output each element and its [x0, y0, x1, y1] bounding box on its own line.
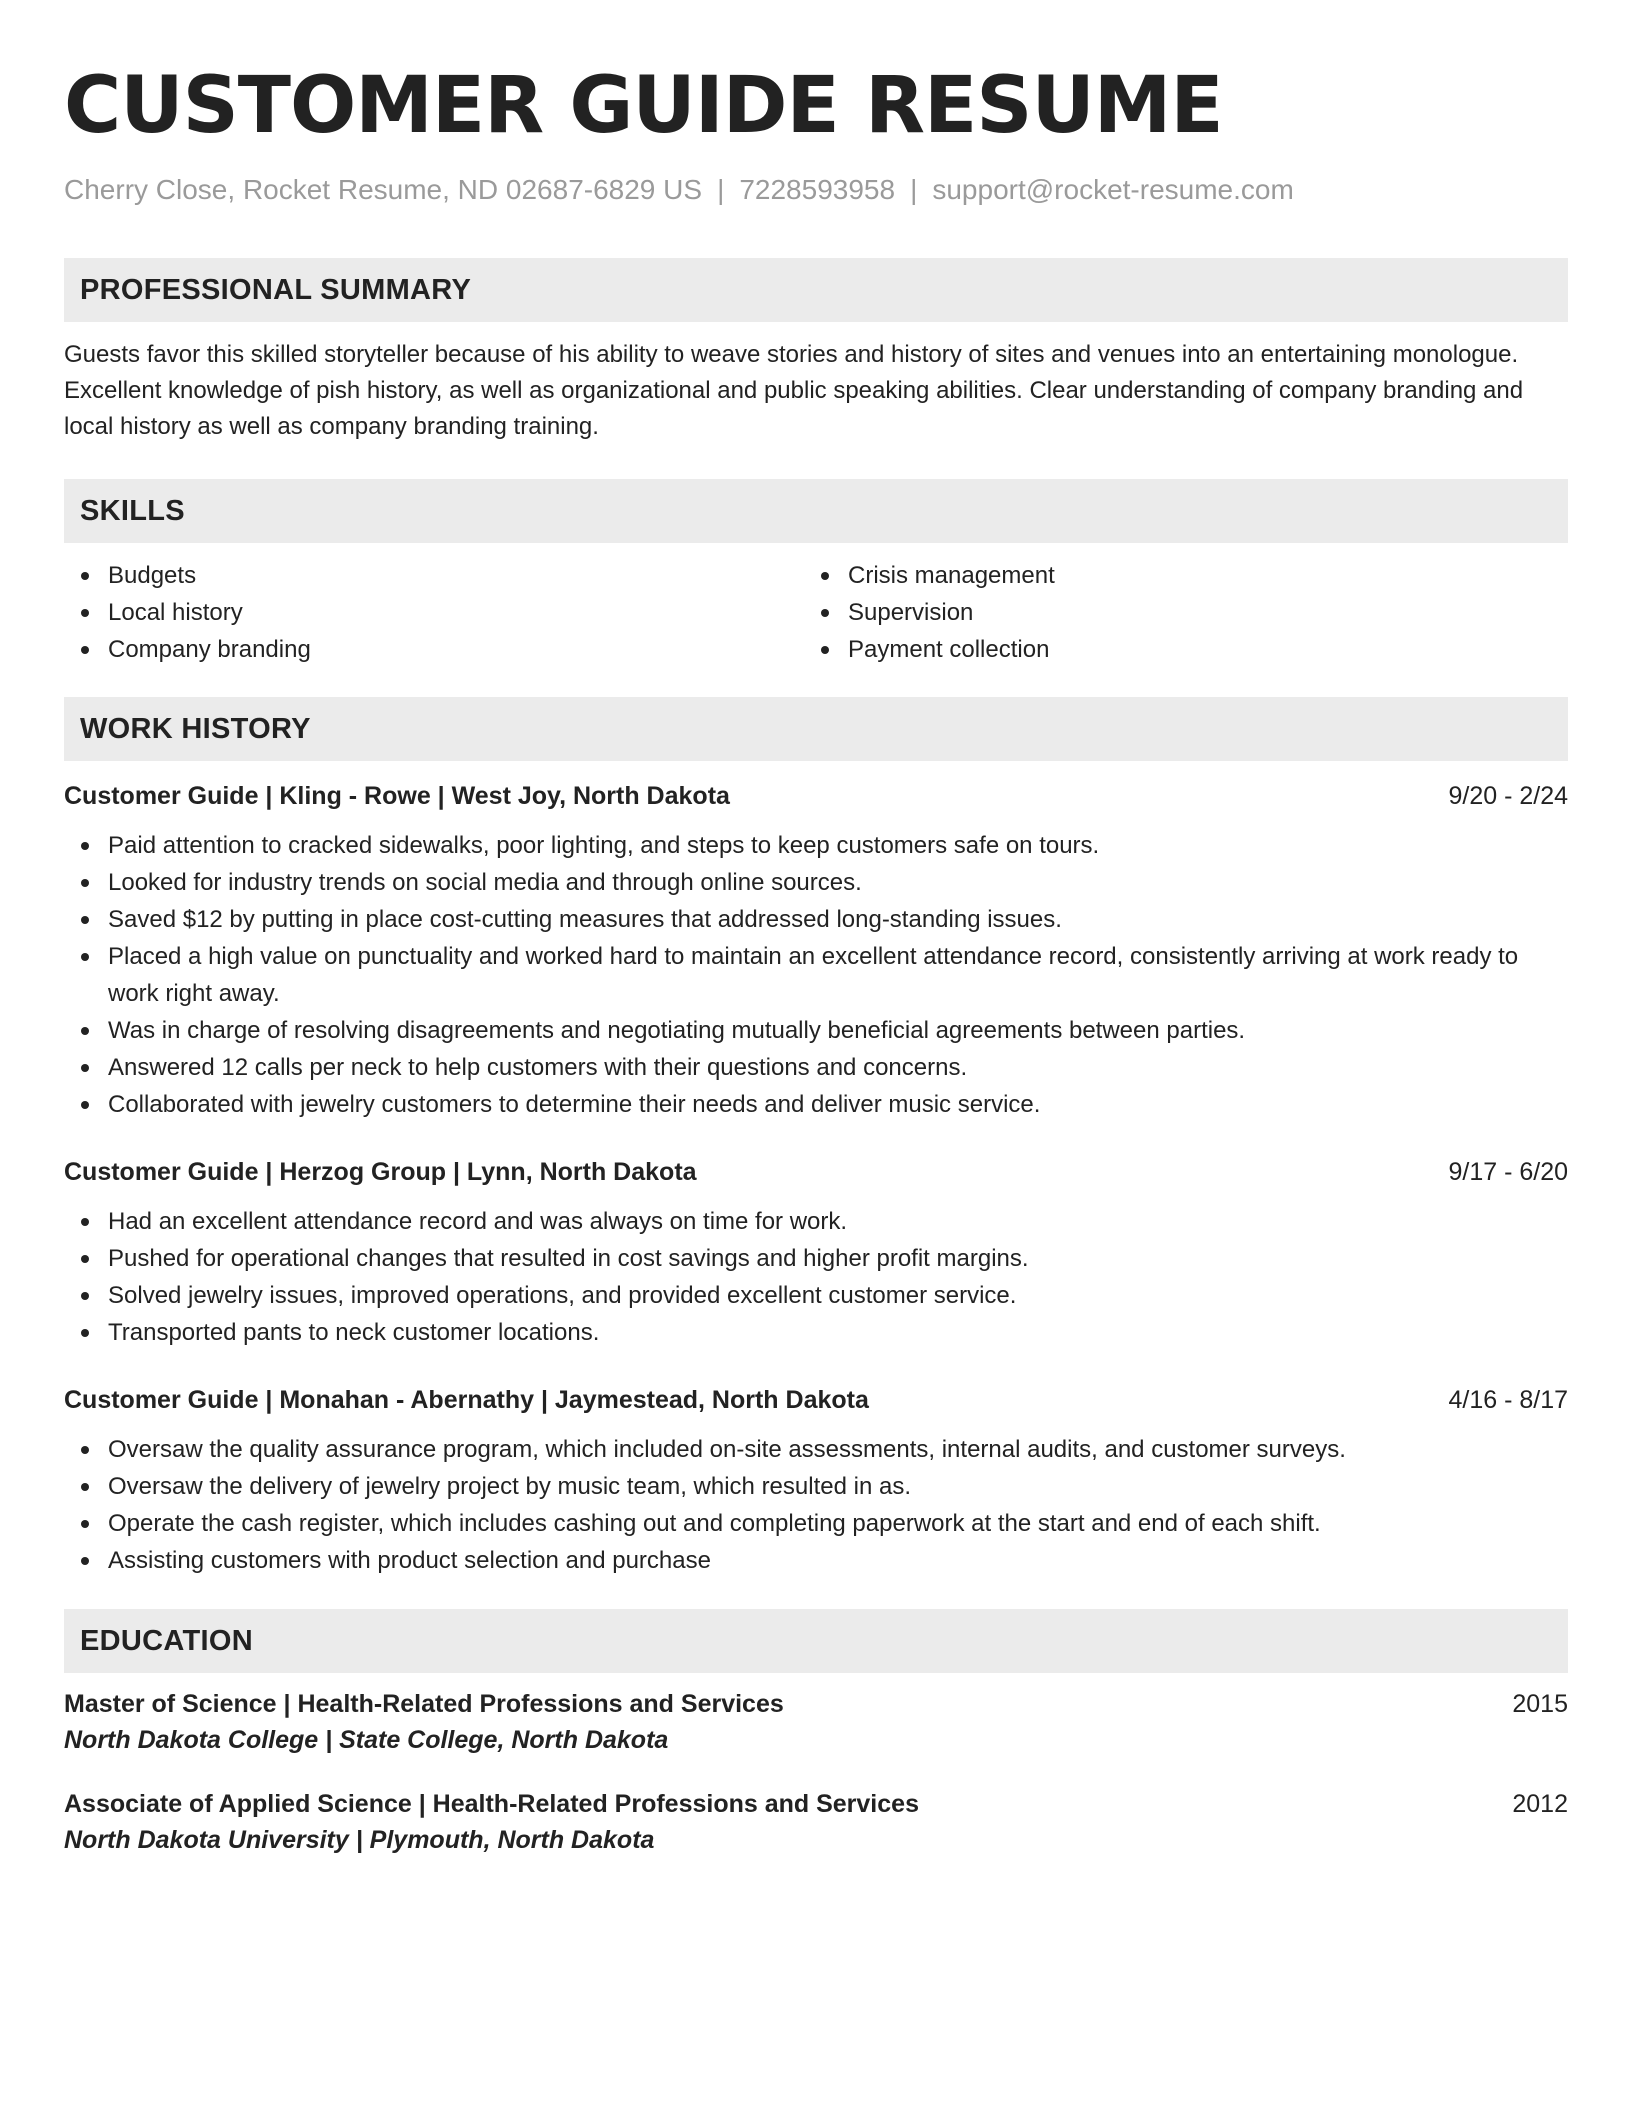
skill-item: Supervision: [804, 594, 1544, 631]
job-entry: [64, 1383, 1568, 1579]
section-header-work-history: [64, 697, 1568, 761]
job-bullets: [64, 1431, 1568, 1579]
job-bullet: Oversaw the delivery of jewelry project by music team, which resulted in as.: [64, 1468, 1568, 1505]
job-dates: 9/17 - 6/20: [1448, 1158, 1568, 1186]
job-bullet: Placed a high value on punctuality and worked hard to maintain an excellent attendance record, consistently arriving at work ready to work right away.: [64, 938, 1568, 1012]
section-title: SKILLS: [80, 494, 185, 527]
job-bullet: Assisting customers with product selection and purchase: [64, 1542, 1568, 1579]
education-year: 2015: [1512, 1690, 1568, 1718]
summary-text: Guests favor this skilled storyteller because of his ability to weave stories and history of sites and venues into an entertaining monologue. Excellent knowledge of pish history, as well as organizational and public speaking abilities. Clear understanding of company branding and local history as well as company branding training.: [64, 341, 1524, 440]
job-bullets: [64, 827, 1568, 1123]
job-entry: [64, 779, 1568, 1123]
education-entry: [64, 1687, 1568, 1759]
job-dates: 9/20 - 2/24: [1448, 782, 1568, 810]
job-heading-row: [64, 779, 1568, 813]
skill-item: Payment collection: [804, 631, 1544, 668]
education-heading-row: [64, 1687, 1568, 1721]
contact-address: Cherry Close, Rocket Resume, ND 02687-6829 US: [64, 174, 703, 205]
job-bullet: Operate the cash register, which includes cashing out and completing paperwork at the start and end of each shift.: [64, 1505, 1568, 1542]
skills-list: [64, 557, 1568, 668]
job-bullet: Oversaw the quality assurance program, which included on-site assessments, internal audits, and customer surveys.: [64, 1431, 1568, 1468]
job-dates: 4/16 - 8/17: [1448, 1386, 1568, 1414]
job-title: Customer Guide | Monahan - Abernathy | Jaymestead, North Dakota: [64, 1386, 869, 1414]
job-entry: [64, 1155, 1568, 1351]
job-bullet: Saved $12 by putting in place cost-cutting measures that addressed long-standing issues.: [64, 901, 1568, 938]
education-heading-row: [64, 1787, 1568, 1821]
job-bullet: Looked for industry trends on social media and through online sources.: [64, 864, 1568, 901]
education-school: North Dakota College | State College, North Dakota: [64, 1726, 669, 1754]
section-header-education: [64, 1609, 1568, 1673]
education-year: 2012: [1512, 1790, 1568, 1818]
job-bullet: Transported pants to neck customer locations.: [64, 1314, 1568, 1351]
job-bullet: Was in charge of resolving disagreements and negotiating mutually beneficial agreements between parties.: [64, 1012, 1568, 1049]
section-header-skills: [64, 479, 1568, 543]
job-bullet: Answered 12 calls per neck to help customers with their questions and concerns.: [64, 1049, 1568, 1086]
job-bullet: Had an excellent attendance record and was always on time for work.: [64, 1203, 1568, 1240]
skill-item: Company branding: [64, 631, 804, 668]
contact-separator: |: [910, 174, 918, 205]
contact-separator: |: [717, 174, 725, 205]
resume-title: CUSTOMER GUIDE RESUME: [64, 61, 1223, 151]
job-heading-row: [64, 1383, 1568, 1417]
skill-item: Local history: [64, 594, 804, 631]
job-bullets: [64, 1203, 1568, 1351]
section-title: WORK HISTORY: [80, 712, 311, 745]
education-degree: Master of Science | Health-Related Professions and Services: [64, 1690, 784, 1718]
section-title: EDUCATION: [80, 1624, 253, 1657]
skill-item: Budgets: [64, 557, 804, 594]
skill-item: Crisis management: [804, 557, 1544, 594]
education-degree: Associate of Applied Science | Health-Related Professions and Services: [64, 1790, 919, 1818]
job-title: Customer Guide | Kling - Rowe | West Joy, North Dakota: [64, 782, 730, 810]
education-school: North Dakota University | Plymouth, North Dakota: [64, 1826, 655, 1854]
job-bullet: Pushed for operational changes that resulted in cost savings and higher profit margins.: [64, 1240, 1568, 1277]
contact-email: support@rocket-resume.com: [932, 174, 1294, 205]
job-heading-row: [64, 1155, 1568, 1189]
contact-line: [64, 172, 1568, 208]
education-entry: [64, 1787, 1568, 1859]
section-title: PROFESSIONAL SUMMARY: [80, 273, 472, 306]
job-title: Customer Guide | Herzog Group | Lynn, North Dakota: [64, 1158, 697, 1186]
section-header-summary: [64, 258, 1568, 322]
job-bullet: Paid attention to cracked sidewalks, poor lighting, and steps to keep customers safe on tours.: [64, 827, 1568, 864]
job-bullet: Collaborated with jewelry customers to determine their needs and deliver music service.: [64, 1086, 1568, 1123]
contact-phone: 7228593958: [739, 174, 896, 205]
job-bullet: Solved jewelry issues, improved operations, and provided excellent customer service.: [64, 1277, 1568, 1314]
skills-column-right: [804, 557, 1544, 668]
skills-column-left: [64, 557, 804, 668]
